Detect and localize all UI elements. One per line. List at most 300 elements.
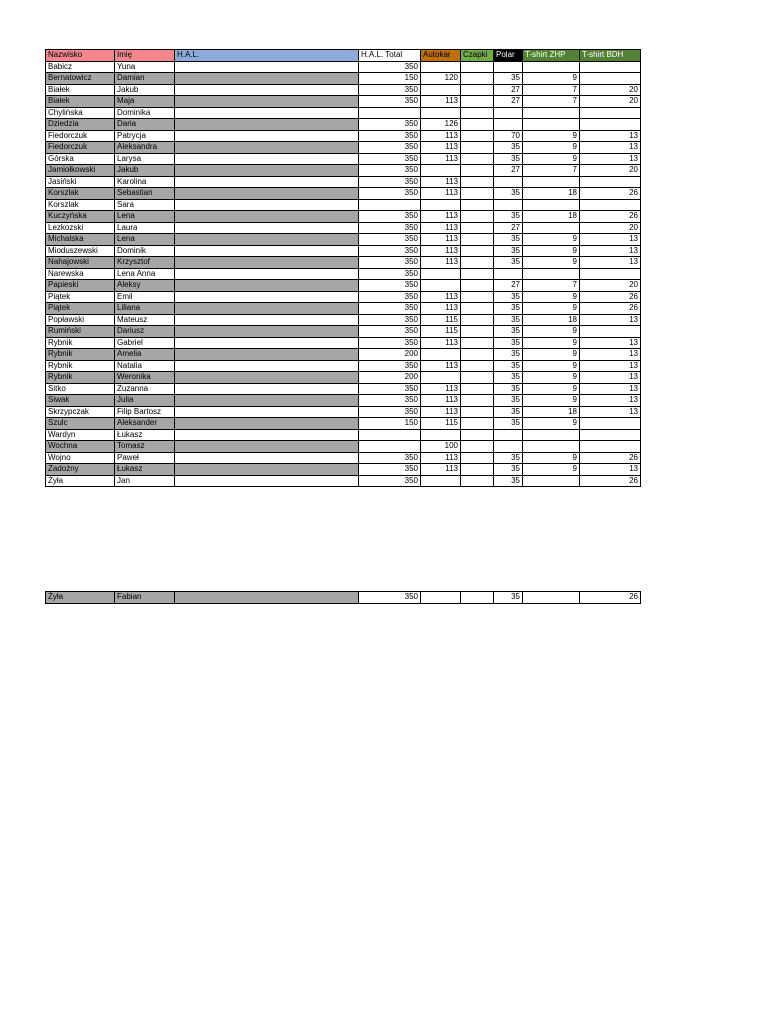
cell-hal-total[interactable]: 200 (359, 372, 421, 384)
cell-hal-total[interactable]: 350 (359, 188, 421, 200)
cell-tshirt-bdh[interactable]: 13 (580, 234, 641, 246)
cell-tshirt-zhp[interactable]: 18 (523, 314, 580, 326)
cell-autokar[interactable]: 113 (421, 211, 461, 223)
cell-czapki[interactable] (461, 176, 494, 188)
cell-tshirt-bdh[interactable] (580, 418, 641, 430)
cell-polar[interactable]: 35 (494, 245, 523, 257)
cell-imie[interactable]: Zuzanna (115, 383, 175, 395)
cell-tshirt-bdh[interactable]: 20 (580, 222, 641, 234)
cell-nazwisko[interactable]: Lezkozski (46, 222, 115, 234)
cell-hal[interactable] (175, 199, 359, 211)
cell-czapki[interactable] (461, 61, 494, 73)
cell-imie[interactable]: Dominika (115, 107, 175, 119)
cell-polar[interactable]: 35 (494, 211, 523, 223)
cell-autokar[interactable]: 115 (421, 418, 461, 430)
cell-tshirt-zhp[interactable]: 9 (523, 464, 580, 476)
cell-hal-total[interactable]: 350 (359, 234, 421, 246)
cell-tshirt-bdh[interactable]: 26 (580, 475, 641, 487)
cell-hal-total[interactable]: 350 (359, 360, 421, 372)
cell-imie[interactable]: Julia (115, 395, 175, 407)
cell-tshirt-zhp[interactable]: 9 (523, 360, 580, 372)
cell-hal-total[interactable]: 350 (359, 475, 421, 487)
cell-czapki[interactable] (461, 337, 494, 349)
cell-hal-total[interactable]: 350 (359, 383, 421, 395)
cell-hal[interactable] (175, 257, 359, 269)
cell-polar[interactable]: 27 (494, 96, 523, 108)
cell-czapki[interactable] (461, 84, 494, 96)
cell-tshirt-zhp[interactable]: 7 (523, 280, 580, 292)
cell-polar[interactable] (494, 441, 523, 453)
cell-tshirt-bdh[interactable]: 13 (580, 464, 641, 476)
cell-czapki[interactable] (461, 199, 494, 211)
cell-autokar[interactable]: 113 (421, 245, 461, 257)
cell-polar[interactable]: 35 (494, 314, 523, 326)
cell-tshirt-zhp[interactable]: 18 (523, 406, 580, 418)
cell-hal-total[interactable]: 350 (359, 96, 421, 108)
cell-polar[interactable]: 35 (494, 188, 523, 200)
cell-hal[interactable] (175, 418, 359, 430)
cell-tshirt-bdh[interactable]: 26 (580, 211, 641, 223)
cell-tshirt-bdh[interactable]: 13 (580, 245, 641, 257)
cell-czapki[interactable] (461, 234, 494, 246)
cell-imie[interactable]: Damian (115, 73, 175, 85)
cell-nazwisko[interactable]: Fiedorczuk (46, 130, 115, 142)
cell-czapki[interactable] (461, 291, 494, 303)
cell-czapki[interactable] (461, 130, 494, 142)
cell-czapki[interactable] (461, 73, 494, 85)
cell-polar[interactable]: 35 (494, 291, 523, 303)
cell-imie[interactable]: Liliana (115, 303, 175, 315)
cell-tshirt-bdh[interactable] (580, 199, 641, 211)
cell-imie[interactable]: Gabriel (115, 337, 175, 349)
cell-imie[interactable]: Sebastian (115, 188, 175, 200)
cell-tshirt-zhp[interactable]: 9 (523, 245, 580, 257)
cell-tshirt-bdh[interactable] (580, 441, 641, 453)
cell-czapki[interactable] (461, 107, 494, 119)
cell-hal-total[interactable] (359, 441, 421, 453)
cell-tshirt-zhp[interactable]: 7 (523, 165, 580, 177)
cell-hal[interactable] (175, 234, 359, 246)
cell-hal[interactable] (175, 326, 359, 338)
cell-hal[interactable] (175, 337, 359, 349)
cell-polar[interactable]: 27 (494, 222, 523, 234)
cell-polar[interactable]: 35 (494, 326, 523, 338)
cell-hal[interactable] (175, 268, 359, 280)
cell-tshirt-zhp[interactable] (523, 176, 580, 188)
cell-imie[interactable]: Łukasz (115, 429, 175, 441)
cell-hal[interactable] (175, 61, 359, 73)
cell-tshirt-zhp[interactable]: 9 (523, 142, 580, 154)
cell-polar[interactable]: 27 (494, 84, 523, 96)
cell-polar[interactable]: 35 (494, 452, 523, 464)
cell-hal[interactable] (175, 429, 359, 441)
cell-nazwisko[interactable]: Rybnik (46, 372, 115, 384)
cell-polar[interactable]: 35 (494, 257, 523, 269)
cell-hal-total[interactable]: 350 (359, 280, 421, 292)
cell-imie[interactable]: Dominik (115, 245, 175, 257)
cell-czapki[interactable] (461, 372, 494, 384)
cell-hal-total[interactable]: 150 (359, 73, 421, 85)
cell-tshirt-zhp[interactable]: 9 (523, 130, 580, 142)
cell-nazwisko[interactable]: Białek (46, 84, 115, 96)
cell-tshirt-bdh[interactable]: 13 (580, 383, 641, 395)
cell-autokar[interactable] (421, 475, 461, 487)
cell-autokar[interactable]: 113 (421, 406, 461, 418)
cell-tshirt-zhp[interactable]: 9 (523, 326, 580, 338)
cell-hal-total[interactable]: 350 (359, 303, 421, 315)
cell-imie[interactable]: Maja (115, 96, 175, 108)
header-tshirt-bdh[interactable]: T-shirt BDH (580, 50, 641, 62)
cell-tshirt-zhp[interactable]: 9 (523, 153, 580, 165)
cell-nazwisko[interactable]: Żyła (46, 592, 115, 604)
header-nazwisko[interactable]: Nazwisko (46, 50, 115, 62)
cell-polar[interactable] (494, 176, 523, 188)
cell-imie[interactable]: Mateusz (115, 314, 175, 326)
header-autokar[interactable]: Autokar (421, 50, 461, 62)
cell-hal[interactable] (175, 107, 359, 119)
cell-tshirt-bdh[interactable] (580, 61, 641, 73)
cell-hal[interactable] (175, 280, 359, 292)
cell-nazwisko[interactable]: Chylińska (46, 107, 115, 119)
cell-nazwisko[interactable]: Korszlak (46, 199, 115, 211)
cell-czapki[interactable] (461, 268, 494, 280)
cell-autokar[interactable]: 113 (421, 153, 461, 165)
cell-autokar[interactable]: 113 (421, 291, 461, 303)
cell-tshirt-zhp[interactable]: 18 (523, 188, 580, 200)
cell-autokar[interactable]: 113 (421, 464, 461, 476)
cell-hal[interactable] (175, 475, 359, 487)
cell-autokar[interactable] (421, 61, 461, 73)
cell-hal-total[interactable]: 350 (359, 406, 421, 418)
cell-tshirt-bdh[interactable] (580, 268, 641, 280)
cell-imie[interactable]: Aleksandra (115, 142, 175, 154)
cell-czapki[interactable] (461, 280, 494, 292)
cell-hal-total[interactable]: 350 (359, 130, 421, 142)
cell-czapki[interactable] (461, 153, 494, 165)
cell-imie[interactable]: Jakub (115, 165, 175, 177)
cell-czapki[interactable] (461, 475, 494, 487)
cell-imie[interactable]: Daria (115, 119, 175, 131)
cell-tshirt-zhp[interactable]: 9 (523, 452, 580, 464)
cell-imie[interactable]: Łukasz (115, 464, 175, 476)
header-czapki[interactable]: Czapki (461, 50, 494, 62)
cell-nazwisko[interactable]: Kuczyńska (46, 211, 115, 223)
cell-polar[interactable]: 35 (494, 73, 523, 85)
cell-hal[interactable] (175, 96, 359, 108)
cell-nazwisko[interactable]: Wojno (46, 452, 115, 464)
cell-polar[interactable]: 35 (494, 153, 523, 165)
cell-czapki[interactable] (461, 245, 494, 257)
cell-tshirt-bdh[interactable]: 13 (580, 395, 641, 407)
cell-autokar[interactable]: 113 (421, 452, 461, 464)
cell-tshirt-bdh[interactable]: 13 (580, 130, 641, 142)
cell-imie[interactable]: Lena (115, 234, 175, 246)
cell-nazwisko[interactable]: Korszlak (46, 188, 115, 200)
cell-autokar[interactable]: 113 (421, 257, 461, 269)
cell-tshirt-zhp[interactable]: 9 (523, 73, 580, 85)
cell-imie[interactable]: Karolina (115, 176, 175, 188)
cell-tshirt-zhp[interactable] (523, 119, 580, 131)
cell-czapki[interactable] (461, 142, 494, 154)
cell-nazwisko[interactable]: Szulc (46, 418, 115, 430)
cell-autokar[interactable]: 113 (421, 130, 461, 142)
header-tshirt-zhp[interactable]: T-shirt ZHP (523, 50, 580, 62)
cell-imie[interactable]: Tomasz (115, 441, 175, 453)
cell-tshirt-bdh[interactable]: 13 (580, 349, 641, 361)
cell-hal-total[interactable]: 350 (359, 245, 421, 257)
cell-hal[interactable] (175, 119, 359, 131)
cell-hal-total[interactable]: 350 (359, 176, 421, 188)
cell-tshirt-zhp[interactable]: 9 (523, 349, 580, 361)
cell-tshirt-zhp[interactable]: 9 (523, 395, 580, 407)
cell-polar[interactable]: 35 (494, 349, 523, 361)
cell-imie[interactable]: Amelia (115, 349, 175, 361)
cell-autokar[interactable]: 113 (421, 395, 461, 407)
cell-tshirt-zhp[interactable]: 9 (523, 372, 580, 384)
cell-tshirt-bdh[interactable]: 26 (580, 303, 641, 315)
cell-nazwisko[interactable]: Nahajowski (46, 257, 115, 269)
cell-hal-total[interactable] (359, 429, 421, 441)
cell-tshirt-zhp[interactable] (523, 441, 580, 453)
cell-nazwisko[interactable]: Jasiński (46, 176, 115, 188)
cell-tshirt-bdh[interactable]: 13 (580, 337, 641, 349)
cell-czapki[interactable] (461, 452, 494, 464)
cell-polar[interactable]: 35 (494, 383, 523, 395)
cell-hal[interactable] (175, 245, 359, 257)
cell-hal[interactable] (175, 303, 359, 315)
cell-nazwisko[interactable]: Wardyn (46, 429, 115, 441)
cell-tshirt-bdh[interactable]: 13 (580, 153, 641, 165)
cell-tshirt-zhp[interactable]: 9 (523, 291, 580, 303)
cell-hal[interactable] (175, 464, 359, 476)
cell-polar[interactable]: 35 (494, 475, 523, 487)
cell-autokar[interactable]: 113 (421, 176, 461, 188)
cell-hal-total[interactable]: 150 (359, 418, 421, 430)
cell-hal[interactable] (175, 383, 359, 395)
cell-polar[interactable] (494, 107, 523, 119)
cell-autokar[interactable]: 100 (421, 441, 461, 453)
cell-tshirt-zhp[interactable]: 9 (523, 418, 580, 430)
cell-tshirt-bdh[interactable]: 13 (580, 257, 641, 269)
cell-tshirt-bdh[interactable]: 20 (580, 84, 641, 96)
cell-imie[interactable]: Larysa (115, 153, 175, 165)
cell-tshirt-zhp[interactable]: 9 (523, 303, 580, 315)
cell-polar[interactable]: 35 (494, 406, 523, 418)
cell-czapki[interactable] (461, 395, 494, 407)
cell-tshirt-zhp[interactable]: 7 (523, 84, 580, 96)
cell-nazwisko[interactable]: Górska (46, 153, 115, 165)
cell-czapki[interactable] (461, 119, 494, 131)
cell-hal-total[interactable]: 350 (359, 464, 421, 476)
cell-hal-total[interactable]: 350 (359, 395, 421, 407)
cell-autokar[interactable] (421, 199, 461, 211)
cell-tshirt-zhp[interactable] (523, 475, 580, 487)
cell-polar[interactable]: 35 (494, 464, 523, 476)
cell-hal-total[interactable]: 350 (359, 153, 421, 165)
cell-czapki[interactable] (461, 188, 494, 200)
cell-autokar[interactable] (421, 592, 461, 604)
cell-hal[interactable] (175, 314, 359, 326)
cell-autokar[interactable] (421, 268, 461, 280)
cell-czapki[interactable] (461, 211, 494, 223)
cell-hal[interactable] (175, 142, 359, 154)
cell-polar[interactable]: 35 (494, 592, 523, 604)
cell-autokar[interactable]: 113 (421, 96, 461, 108)
cell-tshirt-bdh[interactable]: 20 (580, 96, 641, 108)
header-hal[interactable]: H.A.L. (175, 50, 359, 62)
cell-autokar[interactable]: 115 (421, 326, 461, 338)
cell-nazwisko[interactable]: Jamiołkowski (46, 165, 115, 177)
cell-tshirt-zhp[interactable]: 9 (523, 234, 580, 246)
cell-tshirt-bdh[interactable]: 26 (580, 188, 641, 200)
cell-nazwisko[interactable]: Żyła (46, 475, 115, 487)
cell-tshirt-zhp[interactable]: 9 (523, 337, 580, 349)
cell-autokar[interactable]: 113 (421, 360, 461, 372)
cell-tshirt-zhp[interactable] (523, 107, 580, 119)
cell-polar[interactable] (494, 429, 523, 441)
cell-nazwisko[interactable]: Narewska (46, 268, 115, 280)
cell-czapki[interactable] (461, 222, 494, 234)
cell-czapki[interactable] (461, 96, 494, 108)
cell-czapki[interactable] (461, 429, 494, 441)
cell-polar[interactable] (494, 119, 523, 131)
cell-tshirt-bdh[interactable] (580, 429, 641, 441)
cell-nazwisko[interactable]: Wochna (46, 441, 115, 453)
cell-nazwisko[interactable]: Papieski (46, 280, 115, 292)
cell-czapki[interactable] (461, 257, 494, 269)
cell-hal[interactable] (175, 395, 359, 407)
cell-hal-total[interactable]: 350 (359, 291, 421, 303)
cell-hal[interactable] (175, 349, 359, 361)
cell-autokar[interactable]: 113 (421, 222, 461, 234)
cell-polar[interactable] (494, 61, 523, 73)
header-imie[interactable]: Imię (115, 50, 175, 62)
cell-imie[interactable]: Filip Bartosz (115, 406, 175, 418)
cell-nazwisko[interactable]: Rybnik (46, 360, 115, 372)
cell-hal-total[interactable]: 350 (359, 452, 421, 464)
cell-hal[interactable] (175, 73, 359, 85)
cell-imie[interactable]: Dariusz (115, 326, 175, 338)
cell-autokar[interactable] (421, 107, 461, 119)
cell-polar[interactable]: 35 (494, 303, 523, 315)
cell-polar[interactable] (494, 199, 523, 211)
cell-autokar[interactable] (421, 280, 461, 292)
cell-autokar[interactable]: 113 (421, 337, 461, 349)
cell-polar[interactable]: 27 (494, 280, 523, 292)
cell-nazwisko[interactable]: Rybnik (46, 337, 115, 349)
cell-tshirt-bdh[interactable]: 26 (580, 592, 641, 604)
cell-hal-total[interactable]: 350 (359, 592, 421, 604)
cell-nazwisko[interactable]: Mioduszewski (46, 245, 115, 257)
cell-hal[interactable] (175, 592, 359, 604)
cell-tshirt-zhp[interactable]: 9 (523, 257, 580, 269)
cell-nazwisko[interactable]: Rumiński (46, 326, 115, 338)
cell-nazwisko[interactable]: Sitko (46, 383, 115, 395)
cell-polar[interactable]: 35 (494, 360, 523, 372)
cell-czapki[interactable] (461, 349, 494, 361)
cell-tshirt-bdh[interactable] (580, 119, 641, 131)
cell-autokar[interactable]: 126 (421, 119, 461, 131)
cell-czapki[interactable] (461, 383, 494, 395)
cell-tshirt-bdh[interactable]: 13 (580, 314, 641, 326)
cell-nazwisko[interactable]: Babicz (46, 61, 115, 73)
cell-imie[interactable]: Lena (115, 211, 175, 223)
cell-tshirt-zhp[interactable]: 7 (523, 96, 580, 108)
cell-imie[interactable]: Fabian (115, 592, 175, 604)
cell-polar[interactable]: 35 (494, 418, 523, 430)
cell-polar[interactable]: 35 (494, 395, 523, 407)
cell-tshirt-zhp[interactable] (523, 592, 580, 604)
cell-nazwisko[interactable]: Dziedzia (46, 119, 115, 131)
cell-hal[interactable] (175, 176, 359, 188)
cell-tshirt-bdh[interactable]: 13 (580, 406, 641, 418)
cell-hal[interactable] (175, 165, 359, 177)
cell-hal-total[interactable]: 350 (359, 268, 421, 280)
cell-tshirt-bdh[interactable]: 13 (580, 360, 641, 372)
cell-nazwisko[interactable]: Skrzypczak (46, 406, 115, 418)
cell-imie[interactable]: Yuna (115, 61, 175, 73)
cell-tshirt-bdh[interactable]: 20 (580, 165, 641, 177)
cell-czapki[interactable] (461, 165, 494, 177)
cell-autokar[interactable]: 113 (421, 142, 461, 154)
cell-hal[interactable] (175, 291, 359, 303)
cell-nazwisko[interactable]: Popławski (46, 314, 115, 326)
cell-tshirt-bdh[interactable] (580, 176, 641, 188)
cell-czapki[interactable] (461, 303, 494, 315)
cell-imie[interactable]: Paweł (115, 452, 175, 464)
cell-autokar[interactable] (421, 165, 461, 177)
cell-autokar[interactable] (421, 349, 461, 361)
cell-hal[interactable] (175, 222, 359, 234)
cell-czapki[interactable] (461, 406, 494, 418)
cell-polar[interactable]: 35 (494, 337, 523, 349)
cell-hal[interactable] (175, 452, 359, 464)
cell-czapki[interactable] (461, 326, 494, 338)
cell-tshirt-bdh[interactable]: 26 (580, 291, 641, 303)
cell-hal-total[interactable]: 350 (359, 84, 421, 96)
cell-imie[interactable]: Sara (115, 199, 175, 211)
cell-imie[interactable]: Jan (115, 475, 175, 487)
cell-hal[interactable] (175, 188, 359, 200)
cell-nazwisko[interactable]: Rybnik (46, 349, 115, 361)
cell-hal[interactable] (175, 130, 359, 142)
cell-hal[interactable] (175, 360, 359, 372)
cell-tshirt-zhp[interactable] (523, 61, 580, 73)
cell-hal-total[interactable]: 350 (359, 222, 421, 234)
cell-hal[interactable] (175, 153, 359, 165)
cell-imie[interactable]: Aleksy (115, 280, 175, 292)
cell-autokar[interactable]: 113 (421, 188, 461, 200)
cell-autokar[interactable] (421, 84, 461, 96)
cell-hal-total[interactable]: 350 (359, 314, 421, 326)
cell-polar[interactable]: 27 (494, 165, 523, 177)
cell-imie[interactable]: Weronika (115, 372, 175, 384)
cell-imie[interactable]: Jakub (115, 84, 175, 96)
cell-tshirt-zhp[interactable] (523, 222, 580, 234)
cell-nazwisko[interactable]: Michalska (46, 234, 115, 246)
cell-hal-total[interactable]: 350 (359, 142, 421, 154)
cell-czapki[interactable] (461, 441, 494, 453)
cell-hal-total[interactable]: 350 (359, 326, 421, 338)
cell-tshirt-zhp[interactable]: 18 (523, 211, 580, 223)
cell-czapki[interactable] (461, 418, 494, 430)
cell-nazwisko[interactable]: Piątek (46, 303, 115, 315)
cell-hal[interactable] (175, 372, 359, 384)
header-hal-total[interactable]: H.A.L. Total (359, 50, 421, 62)
cell-autokar[interactable]: 113 (421, 303, 461, 315)
cell-hal-total[interactable]: 350 (359, 257, 421, 269)
cell-tshirt-bdh[interactable]: 13 (580, 372, 641, 384)
